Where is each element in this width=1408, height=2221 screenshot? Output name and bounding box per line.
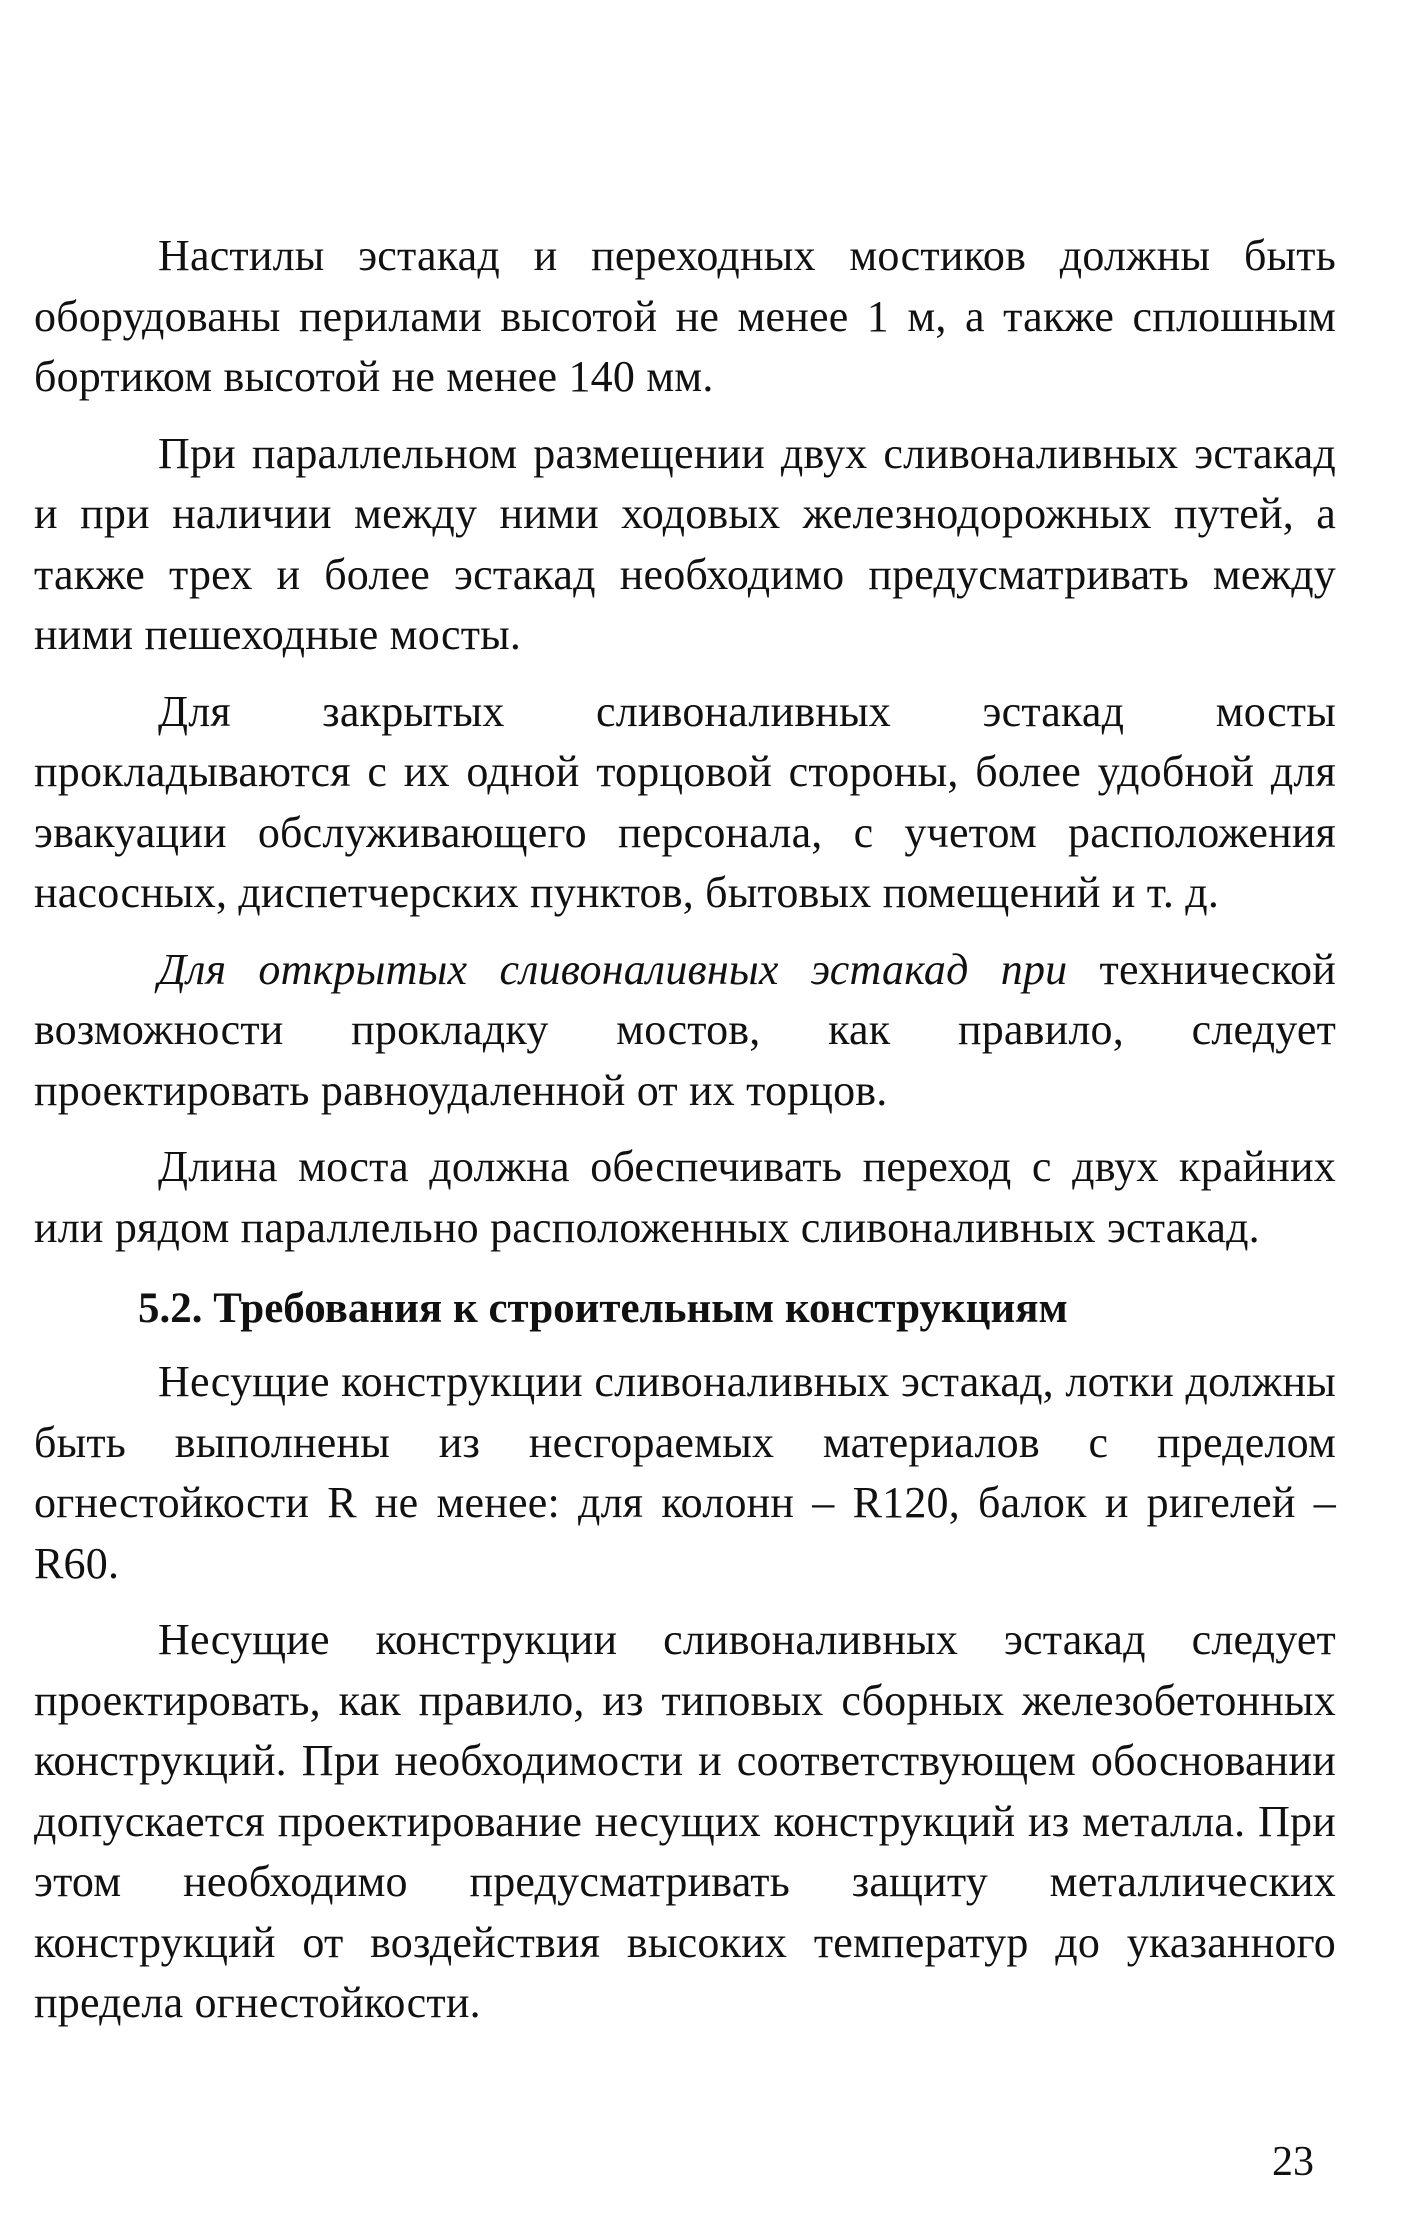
paragraph-fire-resistance: Несущие конструкции сливоналивных эстакад, лотки должны быть выполнены из несгораемых материалов с пределом огнестойкости R не менее: для колонн – R120, балок и ригелей – R60. bbox=[34, 1357, 1336, 1588]
page-number: 23 bbox=[1272, 2139, 1314, 2185]
paragraph-open-racks-italic: Для открытых сливоналивных эстакад при bbox=[158, 944, 1068, 994]
paragraph-open-racks bbox=[34, 940, 1336, 1122]
document-page bbox=[34, 226, 1336, 2034]
section-heading: 5.2. Требования к строительным конструкциям bbox=[138, 1285, 1068, 1332]
paragraph-pedestrian-bridges: При параллельном размещении двух сливоналивных эстакад и при наличии между ними ходовых железнодорожных путей, а также трех и более эстакад необходимо предусматривать между ними пешеходные мосты. bbox=[34, 428, 1336, 659]
paragraph-railings: Настилы эстакад и переходных мостиков должны быть оборудованы перилами высотой не менее 1 м, а также сплошным бортиком высотой не менее 140 мм. bbox=[34, 231, 1336, 401]
paragraph-open-racks-rest: технической возможности прокладку мостов, как правило, следует проектировать равноудаленной от их торцов. bbox=[34, 944, 1336, 1115]
paragraph-load-bearing-structures: Несущие конструкции сливоналивных эстакад следует проектировать, как правило, из типовых сборных железобетонных конструкций. При необходимости и соответствующем обосновании допускается проектирование несущих конструкций из металла. При этом необходимо предусматривать защиту металлических конструкций от воздействия высоких температур до указанного предела огнестойкости. bbox=[34, 1615, 1336, 2027]
paragraph-closed-racks: Для закрытых сливоналивных эстакад мосты прокладываются с их одной торцовой стороны, более удобной для эвакуации обслуживающего персонала, с учетом расположения насосных, диспетчерских пунктов, бытовых помещений и т. д. bbox=[34, 686, 1336, 917]
paragraph-bridge-length: Длина моста должна обеспечивать переход с двух крайних или рядом параллельно расположенных сливоналивных эстакад. bbox=[34, 1142, 1336, 1252]
